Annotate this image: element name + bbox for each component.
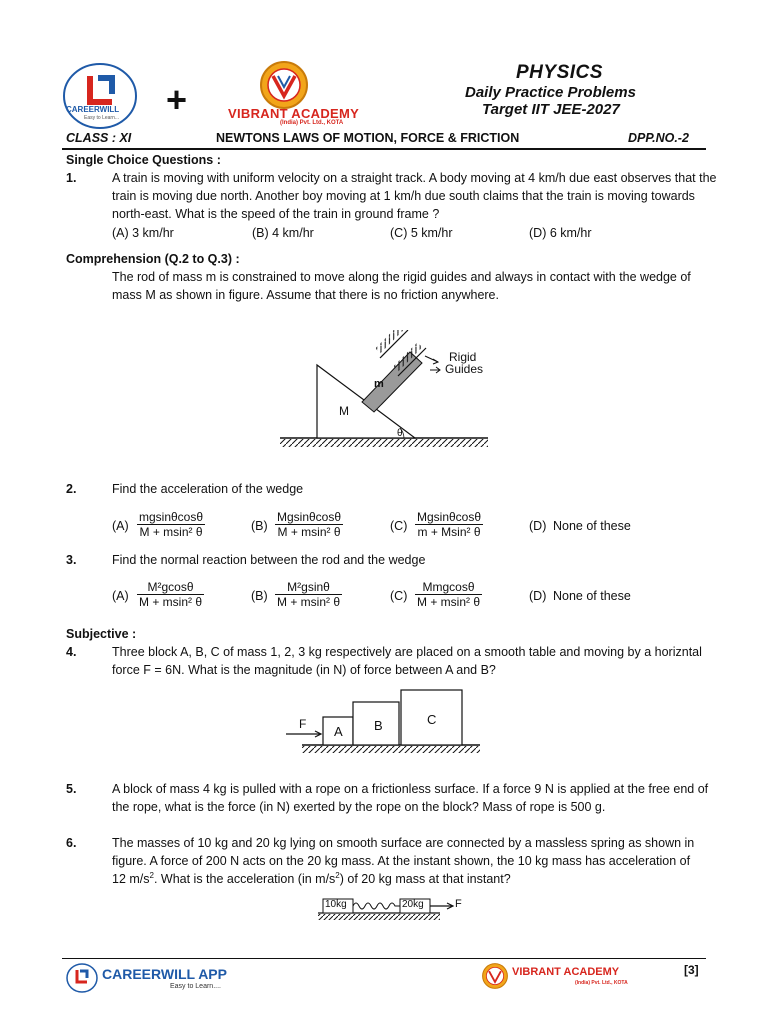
- q2-b-denominator: M + msin² θ: [275, 524, 343, 539]
- q5-line-1: A block of mass 4 kg is pulled with a rope on a frictionless surface. If a force 9 N is applied at the free end of: [112, 782, 709, 796]
- q3-c-denominator: M + msin² θ: [417, 595, 481, 609]
- q2-option-c-label: (C): [390, 519, 408, 533]
- q2-option-d-label: (D): [529, 519, 547, 533]
- q4-number: 4.: [66, 645, 77, 659]
- q2-c-numerator: Mgsinθcosθ: [417, 510, 482, 524]
- q2-option-d-text: None of these: [553, 519, 631, 533]
- vibrant-academy-name: VIBRANT ACADEMY: [228, 106, 360, 121]
- single-choice-heading: Single Choice Questions :: [66, 153, 221, 167]
- q2-option-a-fraction: [137, 510, 205, 539]
- q3-b-denominator: M + msin² θ: [277, 595, 341, 609]
- q2-option-c-fraction: [415, 510, 483, 539]
- footer-app-name: CAREERWILL APP: [102, 966, 227, 982]
- q1-option-b: (B) 4 km/hr: [252, 226, 314, 240]
- q1-line-1: A train is moving with uniform velocity on a straight track. A body moving at 4 km/h due east observes that the: [112, 171, 717, 185]
- class-label: CLASS : XI: [66, 131, 132, 145]
- wedge-label-M: M: [339, 404, 349, 418]
- q3-number: 3.: [66, 553, 77, 567]
- q1-line-3: north-east. What is the speed of the train in ground frame ?: [112, 207, 440, 221]
- q2-option-b-label: (B): [251, 519, 268, 533]
- q1-option-d: (D) 6 km/hr: [529, 226, 592, 240]
- q2-b-numerator: Mgsinθcosθ: [277, 510, 342, 524]
- q4-block-c-label: C: [427, 712, 437, 727]
- comprehension-line-2: mass M as shown in figure. Assume that there is no friction anywhere.: [112, 288, 499, 302]
- q2-c-denominator: m + Msin² θ: [415, 524, 483, 539]
- q6-line-3-sup1: 2: [149, 870, 154, 880]
- rod-label-m: m: [374, 378, 384, 390]
- q4-block-a-label: A: [334, 724, 343, 739]
- careerwill-footer-icon: [66, 963, 98, 993]
- dpp-number: DPP.NO.-2: [628, 131, 689, 145]
- q5-line-2: the rope, what is the force (in N) exerted by the rope on the block? Mass of rope is 500 g.: [112, 800, 606, 814]
- q3-option-c-label: (C): [390, 589, 408, 603]
- q3-a-denominator: M + msin² θ: [139, 595, 203, 609]
- target-exam: Target IIT JEE-2027: [482, 101, 620, 118]
- q2-option-a-label: (A): [112, 519, 129, 533]
- vibrant-footer-emblem: [481, 962, 509, 990]
- q3-a-numerator: M²gcosθ: [147, 580, 194, 594]
- q3-b-numerator: M²gsinθ: [287, 580, 330, 594]
- topic-title: NEWTONS LAWS OF MOTION, FORCE & FRICTION: [216, 131, 520, 145]
- angle-label-theta: θ: [397, 428, 403, 439]
- comprehension-heading: Comprehension (Q.2 to Q.3) :: [66, 252, 240, 266]
- q1-option-c: (C) 5 km/hr: [390, 226, 453, 240]
- footer-vibrant-name: VIBRANT ACADEMY: [512, 966, 620, 978]
- subject-title: PHYSICS: [516, 62, 603, 83]
- q6-line-3-sup2: 2: [335, 870, 340, 880]
- vibrant-academy-emblem: [258, 60, 310, 110]
- q5-number: 5.: [66, 782, 77, 796]
- q6-number: 6.: [66, 836, 77, 850]
- q1-line-2: train is moving due north. Another boy moving at 1 km/h due south claims that the train is moving towards: [112, 189, 695, 203]
- q1-option-a: (A) 3 km/hr: [112, 226, 174, 240]
- q3-option-c-fraction: [415, 580, 482, 609]
- q3-option-a-label: (A): [112, 589, 129, 603]
- q6-line-3-c: . What is the acceleration (in m/s: [153, 872, 336, 886]
- q6-line-3-e: ) of 20 kg mass at that instant?: [339, 872, 511, 886]
- three-blocks-figure: [284, 688, 484, 754]
- q3-option-a-fraction: [137, 580, 204, 609]
- q4-line-2: force F = 6N. What is the magnitude (in N) of force between A and B?: [112, 663, 496, 677]
- footer-vibrant-sub: (India) Pvt. Ltd., KOTA: [575, 980, 628, 986]
- q6-force-label: F: [455, 898, 462, 910]
- q6-mass1-label: 10kg: [325, 899, 347, 910]
- q3-option-b-fraction: [275, 580, 342, 609]
- q2-text: Find the acceleration of the wedge: [112, 482, 304, 496]
- q3-option-b-label: (B): [251, 589, 268, 603]
- q6-line-1: The masses of 10 kg and 20 kg lying on smooth surface are connected by a massless spring as shown in: [112, 836, 695, 850]
- q4-force-label: F: [299, 717, 307, 731]
- vibrant-academy-sub: (India) Pvt. Ltd., KOTA: [280, 120, 344, 126]
- dpp-title: Daily Practice Problems: [465, 84, 636, 101]
- wedge-rod-figure: [280, 330, 500, 455]
- q6-line-3-a: 12 m/s: [112, 872, 150, 886]
- plus-sign: +: [166, 79, 188, 120]
- q3-option-d-label: (D): [529, 589, 547, 603]
- q6-line-3: [112, 870, 511, 888]
- q2-a-denominator: M + msin² θ: [137, 524, 205, 539]
- q3-text: Find the normal reaction between the rod and the wedge: [112, 553, 426, 567]
- careerwill-logo-text: CAREERWILL: [66, 105, 120, 114]
- q1-number: 1.: [66, 171, 77, 185]
- footer-tagline: Easy to Learn....: [170, 983, 221, 990]
- rigid-guides-label-2: Guides: [445, 362, 484, 376]
- footer-divider: [62, 958, 706, 959]
- q4-block-b-label: B: [374, 718, 383, 733]
- subjective-heading: Subjective :: [66, 627, 137, 641]
- q6-line-2: figure. A force of 200 N acts on the 20 kg mass. At the instant shown, the 10 kg mass has acceleration of: [112, 854, 691, 868]
- page-number: [3]: [684, 963, 699, 977]
- q2-number: 2.: [66, 482, 77, 496]
- q3-option-d-text: None of these: [553, 589, 631, 603]
- q4-line-1: Three block A, B, C of mass 1, 2, 3 kg respectively are placed on a smooth table and moving by a horizntal: [112, 645, 702, 659]
- q6-mass2-label: 20kg: [402, 899, 424, 910]
- comprehension-line-1: The rod of mass m is constrained to move along the rigid guides and always in contact with the wedge of: [112, 270, 691, 284]
- q3-c-numerator: Mmgcosθ: [422, 580, 475, 594]
- q2-a-numerator: mgsinθcosθ: [139, 510, 204, 524]
- q2-option-b-fraction: [275, 510, 343, 539]
- rigid-guides-label-1: Rigid: [449, 350, 477, 364]
- careerwill-tagline: Easy to Learn...: [84, 115, 120, 121]
- header-divider: [62, 148, 706, 150]
